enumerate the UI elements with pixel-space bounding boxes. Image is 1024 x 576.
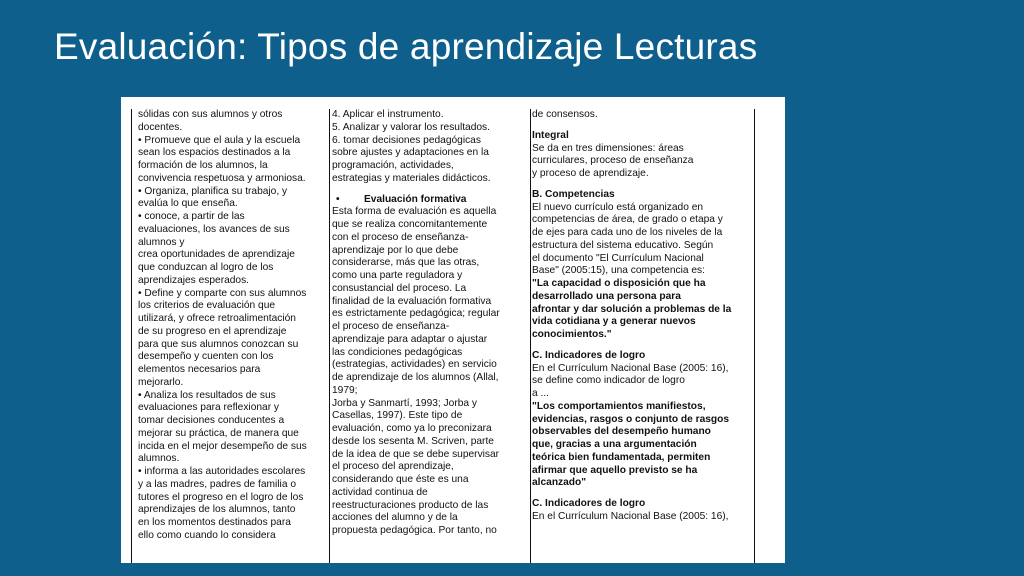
text-line: utilizará, y ofrece retroalimentación xyxy=(138,313,296,324)
text-line: • conoce, a partir de las xyxy=(138,211,245,222)
text-line: aprendizaje por lo que debe xyxy=(332,244,459,256)
text-line: • Analiza los resultados de sus xyxy=(138,389,276,401)
text-line: evalúa lo que enseña. xyxy=(138,198,238,210)
document-table xyxy=(131,109,755,563)
text-line: Se da en tres dimensiones: áreas xyxy=(532,142,684,154)
text-line: con el proceso de enseñanza- xyxy=(332,231,469,243)
column-3 xyxy=(532,109,754,563)
text-line: • Promueve que el aula y la escuela xyxy=(138,134,301,146)
col3-indicadores-heading: C. Indicadores de logro xyxy=(532,349,646,361)
text-line: formación de los alumnos, la xyxy=(138,160,268,171)
slide-title: Evaluación: Tipos de aprendizaje Lecturas xyxy=(54,26,758,67)
text-line: el proceso del aprendizaje, xyxy=(332,461,454,473)
text-line: • informa a las autoridades escolares xyxy=(138,466,306,477)
text-line: 4. Aplicar el instrumento. xyxy=(332,109,444,120)
text-line: incida en el mejor desempeño de sus xyxy=(138,440,307,452)
column-2 xyxy=(332,109,526,563)
col2-heading: • Evaluación formativa xyxy=(336,193,467,205)
text-line: vida cotidiana y a generar nuevos xyxy=(532,316,696,328)
text-line: desde los sesenta M. Scriven, parte xyxy=(332,435,494,447)
text-line: 6. tomar decisiones pedagógicas xyxy=(332,134,481,146)
text-line: "Los comportamientos manifiestos, xyxy=(532,400,706,412)
column-1 xyxy=(138,109,328,563)
text-line: que, gracias a una argumentación xyxy=(532,439,697,450)
text-line: como una parte reguladora y xyxy=(332,270,463,281)
text-line: estrategias y materiales didácticos. xyxy=(332,172,491,184)
text-line: 5. Analizar y valorar los resultados. xyxy=(332,121,490,133)
text-line: competencias de área, de grado o etapa y xyxy=(532,214,723,226)
col3-competencias-quote xyxy=(532,278,754,342)
text-line: tomar decisiones conducentes a xyxy=(138,415,285,426)
text-line: aprendizajes esperados. xyxy=(138,274,250,286)
text-line: de ejes para cada uno de los niveles de la xyxy=(532,227,723,238)
text-line: para que sus alumnos conozcan su xyxy=(138,338,299,350)
text-line: desempeño y cuenten con los xyxy=(138,351,274,363)
text-line: Base" (2005:15), una competencia es: xyxy=(532,265,705,277)
col3-indicadores-heading-2: C. Indicadores de logro xyxy=(532,498,646,509)
col2-step-list xyxy=(332,109,526,186)
text-line: evidencias, rasgos o conjunto de rasgos xyxy=(532,413,730,425)
text-line: observables del desempeño humano xyxy=(532,426,711,438)
text-line: El nuevo currículo está organizado en xyxy=(532,201,704,213)
col3-indicadores-body xyxy=(532,363,754,401)
text-line: sobre ajustes y adaptaciones en la xyxy=(332,147,489,159)
text-line: evaluaciones para reflexionar y xyxy=(138,402,280,414)
text-line: crea oportunidades de aprendizaje xyxy=(138,249,295,261)
text-line: a ... xyxy=(532,388,549,399)
text-line: de su progreso en el aprendizaje xyxy=(138,325,287,337)
text-line: 1979; xyxy=(332,384,358,396)
column-divider xyxy=(329,109,330,563)
text-line: elementos necesarios para xyxy=(138,364,261,375)
text-line: ello como cuando lo considera xyxy=(138,529,276,541)
text-line: afrontar y dar solución a problemas de la xyxy=(532,303,732,315)
text-line: aprendizaje para adaptar o ajustar xyxy=(332,333,488,345)
text-line: • Organiza, planifica su trabajo, y xyxy=(138,185,288,197)
text-line: curriculares, proceso de enseñanza xyxy=(532,155,694,167)
text-line: considerando que éste es una xyxy=(332,474,469,485)
text-line: mejorarlo. xyxy=(138,376,184,388)
text-line: estructura del sistema educativo. Según xyxy=(532,239,714,251)
text-line: y proceso de aprendizaje. xyxy=(532,168,649,179)
text-line: en los momentos destinados para xyxy=(138,517,291,528)
text-line: En el Currículum Nacional Base (2005: 16), xyxy=(532,362,729,374)
text-line: convivencia respetuosa y armoniosa. xyxy=(138,172,306,184)
text-line: y a las madres, padres de familia o xyxy=(138,478,296,490)
col3-indicadores-body-2: En el Currículum Nacional Base (2005: 16), xyxy=(532,510,729,522)
text-line: el proceso de enseñanza- xyxy=(332,321,450,332)
text-line: se define como indicador de logro xyxy=(532,375,685,387)
col3-integral-body xyxy=(532,143,754,181)
column-divider xyxy=(530,109,531,563)
text-line: desarrollado una persona para xyxy=(532,290,681,302)
text-line: Esta forma de evaluación es aquella xyxy=(332,206,497,218)
document-image xyxy=(121,97,785,563)
text-line: sean los espacios destinados a la xyxy=(138,147,291,159)
col3-integral-heading: Integral xyxy=(532,129,569,141)
text-line: consustancial del proceso. La xyxy=(332,282,467,294)
text-line: tutores el progreso en el logro de los xyxy=(138,491,304,503)
text-line: alumnos. xyxy=(138,453,180,465)
col3-competencias-heading: B. Competencias xyxy=(532,188,615,200)
text-line: evaluación, como ya lo preconizara xyxy=(332,423,492,434)
text-line: "La capacidad o disposición que ha xyxy=(532,278,706,289)
text-line: actividad continua de xyxy=(332,486,428,498)
col2-body xyxy=(332,206,526,538)
text-line: • Define y comparte con sus alumnos xyxy=(138,287,307,299)
text-line: (estrategias, actividades) en servicio xyxy=(332,359,497,371)
text-line: las condiciones pedagógicas xyxy=(332,346,463,358)
text-line: sólidas con sus alumnos y otros xyxy=(138,109,283,120)
text-line: evaluaciones, los avances de sus xyxy=(138,223,290,235)
text-line: aprendizajes de los alumnos, tanto xyxy=(138,504,296,516)
col3-indicadores-quote xyxy=(532,401,754,490)
text-line: alumnos y xyxy=(138,236,185,248)
text-line: programación, actividades, xyxy=(332,160,454,171)
text-line: acciones del alumno y de la xyxy=(332,512,458,524)
text-line: que conduzcan al logro de los xyxy=(138,262,274,273)
text-line: considerarse, más que las otras, xyxy=(332,257,480,269)
text-line: los criterios de evaluación que xyxy=(138,300,276,312)
text-line: Jorba y Sanmartí, 1993; Jorba y xyxy=(332,397,477,409)
text-line: alcanzado" xyxy=(532,477,587,489)
text-line: que se realiza concomitantemente xyxy=(332,219,488,230)
text-line: Casellas, 1997). Este tipo de xyxy=(332,410,463,422)
text-line: conocimientos." xyxy=(532,329,612,340)
text-line: teórica bien fundamentada, permiten xyxy=(532,451,711,463)
col3-competencias-body xyxy=(532,202,754,279)
text-line: mejorar su práctica, de manera que xyxy=(138,427,299,439)
text-line: propuesta pedagógica. Por tanto, no xyxy=(332,525,497,536)
text-line: reestructuraciones producto de las xyxy=(332,499,489,511)
col3-top-text: de consensos. xyxy=(532,109,598,120)
text-line: de aprendizaje de los alumnos (Allal, xyxy=(332,372,499,383)
text-line: afirmar que aquello previsto se ha xyxy=(532,464,698,476)
text-line: finalidad de la evaluación formativa xyxy=(332,295,492,307)
text-line: de la idea de que se debe supervisar xyxy=(332,448,500,460)
text-line: docentes. xyxy=(138,121,183,133)
text-line: es estrictamente pedagógica; regular xyxy=(332,308,500,320)
text-line: el documento "El Currículum Nacional xyxy=(532,252,704,264)
